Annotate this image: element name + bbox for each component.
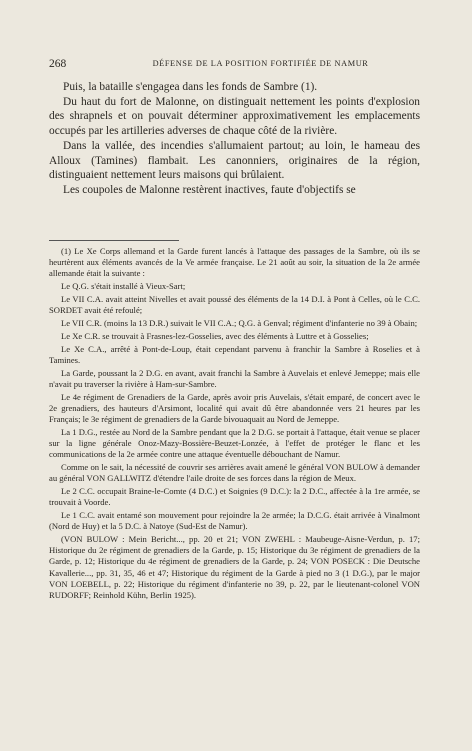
body-paragraph: Dans la vallée, des incendies s'allumaient partout; au loin, le hameau des Alloux (Tamines) flambait. Les canonniers, originaires de la région, distinguaient nettement leurs maisons qui brûlaient. [49, 139, 420, 182]
footnote-paragraph: (1) Le Xe Corps allemand et la Garde furent lancés à l'attaque des passages de la Sambre, où ils se heurtèrent aux éléments avancés de la Ve armée française. Le 21 août au soir, la situation de la 2e armée allemande était la suivante : [49, 246, 420, 279]
page-header [49, 58, 420, 72]
footnotes [49, 246, 420, 601]
footnote-paragraph: Le 1 C.C. avait entamé son mouvement pour rejoindre la 2e armée; la D.C.G. était arrivée à Vinalmont (Nord de Huy) et la 5 D.C. à Natoye (Sud-Est de Namur). [49, 510, 420, 532]
footnote-separator [49, 240, 179, 241]
main-text [49, 80, 420, 198]
footnote-paragraph: Le 2 C.C. occupait Braine-le-Comte (4 D.C.) et Soignies (9 D.C.): la 2 D.C., affectée à la 1re armée, se trouvait à Voorde. [49, 486, 420, 508]
footnote-paragraph: La Garde, poussant la 2 D.G. en avant, avait franchi la Sambre à Auvelais et enlevé Jemeppe; mais elle n'avait pu traverser la rivière à Ham-sur-Sambre. [49, 367, 420, 389]
footnote-paragraph: Le Q.G. s'était installé à Vieux-Sart; [61, 281, 186, 292]
running-head: DÉFENSE DE LA POSITION FORTIFIÉE DE NAMUR [152, 59, 369, 68]
body-paragraph: Puis, la bataille s'engagea dans les fonds de Sambre (1). [63, 81, 318, 93]
page-number: 268 [49, 58, 67, 70]
footnote-paragraph: Le Xe C.R. se trouvait à Frasnes-lez-Gosselies, avec des éléments à Luttre et à Gosselies; [61, 330, 369, 341]
body-paragraph: Du haut du fort de Malonne, on distinguait nettement les points d'explosion des shrapnels et on pouvait déterminer approximativement les emplacements occupés par les artilleries adverses de chaque côté de la rivière. [49, 95, 420, 138]
footnote-paragraph: Comme on le sait, la nécessité de couvrir ses arrières avait amené le général VON BULOW à demander au général VON GALLWITZ d'étendre l'aile droite de ses forces dans la région de Meux. [49, 462, 420, 484]
footnote-paragraph: Le VII C.R. (moins la 13 D.R.) suivait le VII C.A.; Q.G. à Genval; régiment d'infanterie no 39 à Obain; [61, 318, 418, 328]
footnote-paragraph: Le 4e régiment de Grenadiers de la Garde, après avoir pris Auvelais, s'était emparé, de concert avec le 2e grenadiers, des hauteurs d'Arsimont, localité qui avait dû être abandonnée vers 21 heures par les Français; le 3e régiment de grenadiers de la Garde bivouaquait au Nord de Jemeppe. [49, 391, 420, 424]
body-paragraph: Les coupoles de Malonne restèrent inactives, faute d'objectifs se [63, 183, 356, 196]
footnote-references: (VON BULOW : Mein Bericht..., pp. 20 et 21; VON ZWEHL : Maubeuge-Aisne-Verdun, p. 17; Historique du 2e régiment de grenadiers de la Garde, p. 15; Historique du 3e régiment de grenadiers de la Garde, p. 12; Historique du 4e régiment de grenadiers de la Garde, p. 24; VON POSECK : Die Deutsche Kavallerie..., pp. 31, 35, 46 et 47; Historique du régiment de la Garde à pied no 3 (1 D.G.), par le major VON LOEBELL, p. 22; Historique du régiment d'infanterie no 39, p. 22, par le lieutenant-colonel VON RUDORFF; Reinhold Kühn, Berlin 1925). [49, 534, 420, 601]
footnote-paragraph: La 1 D.G., restée au Nord de la Sambre pendant que la 2 D.G. se portait à l'attaque, était venue se placer sur la ligne générale Onoz-Mazy-Bossière-Beuzet-Lonzée, à l'effet de protéger le flanc et les communications de la 2e armée contre une attaque éventuelle débouchant de Namur. [49, 426, 420, 460]
footnote-paragraph: Le VII C.A. avait atteint Nivelles et avait poussé des éléments de la 14 D.I. à Pont à Celles, où le C.C. SORDET avait été refoulé; [49, 294, 420, 316]
footnote-paragraph: Le Xe C.A., arrêté à Pont-de-Loup, était cependant parvenu à franchir la Sambre à Roselies et à Tamines. [49, 343, 420, 365]
